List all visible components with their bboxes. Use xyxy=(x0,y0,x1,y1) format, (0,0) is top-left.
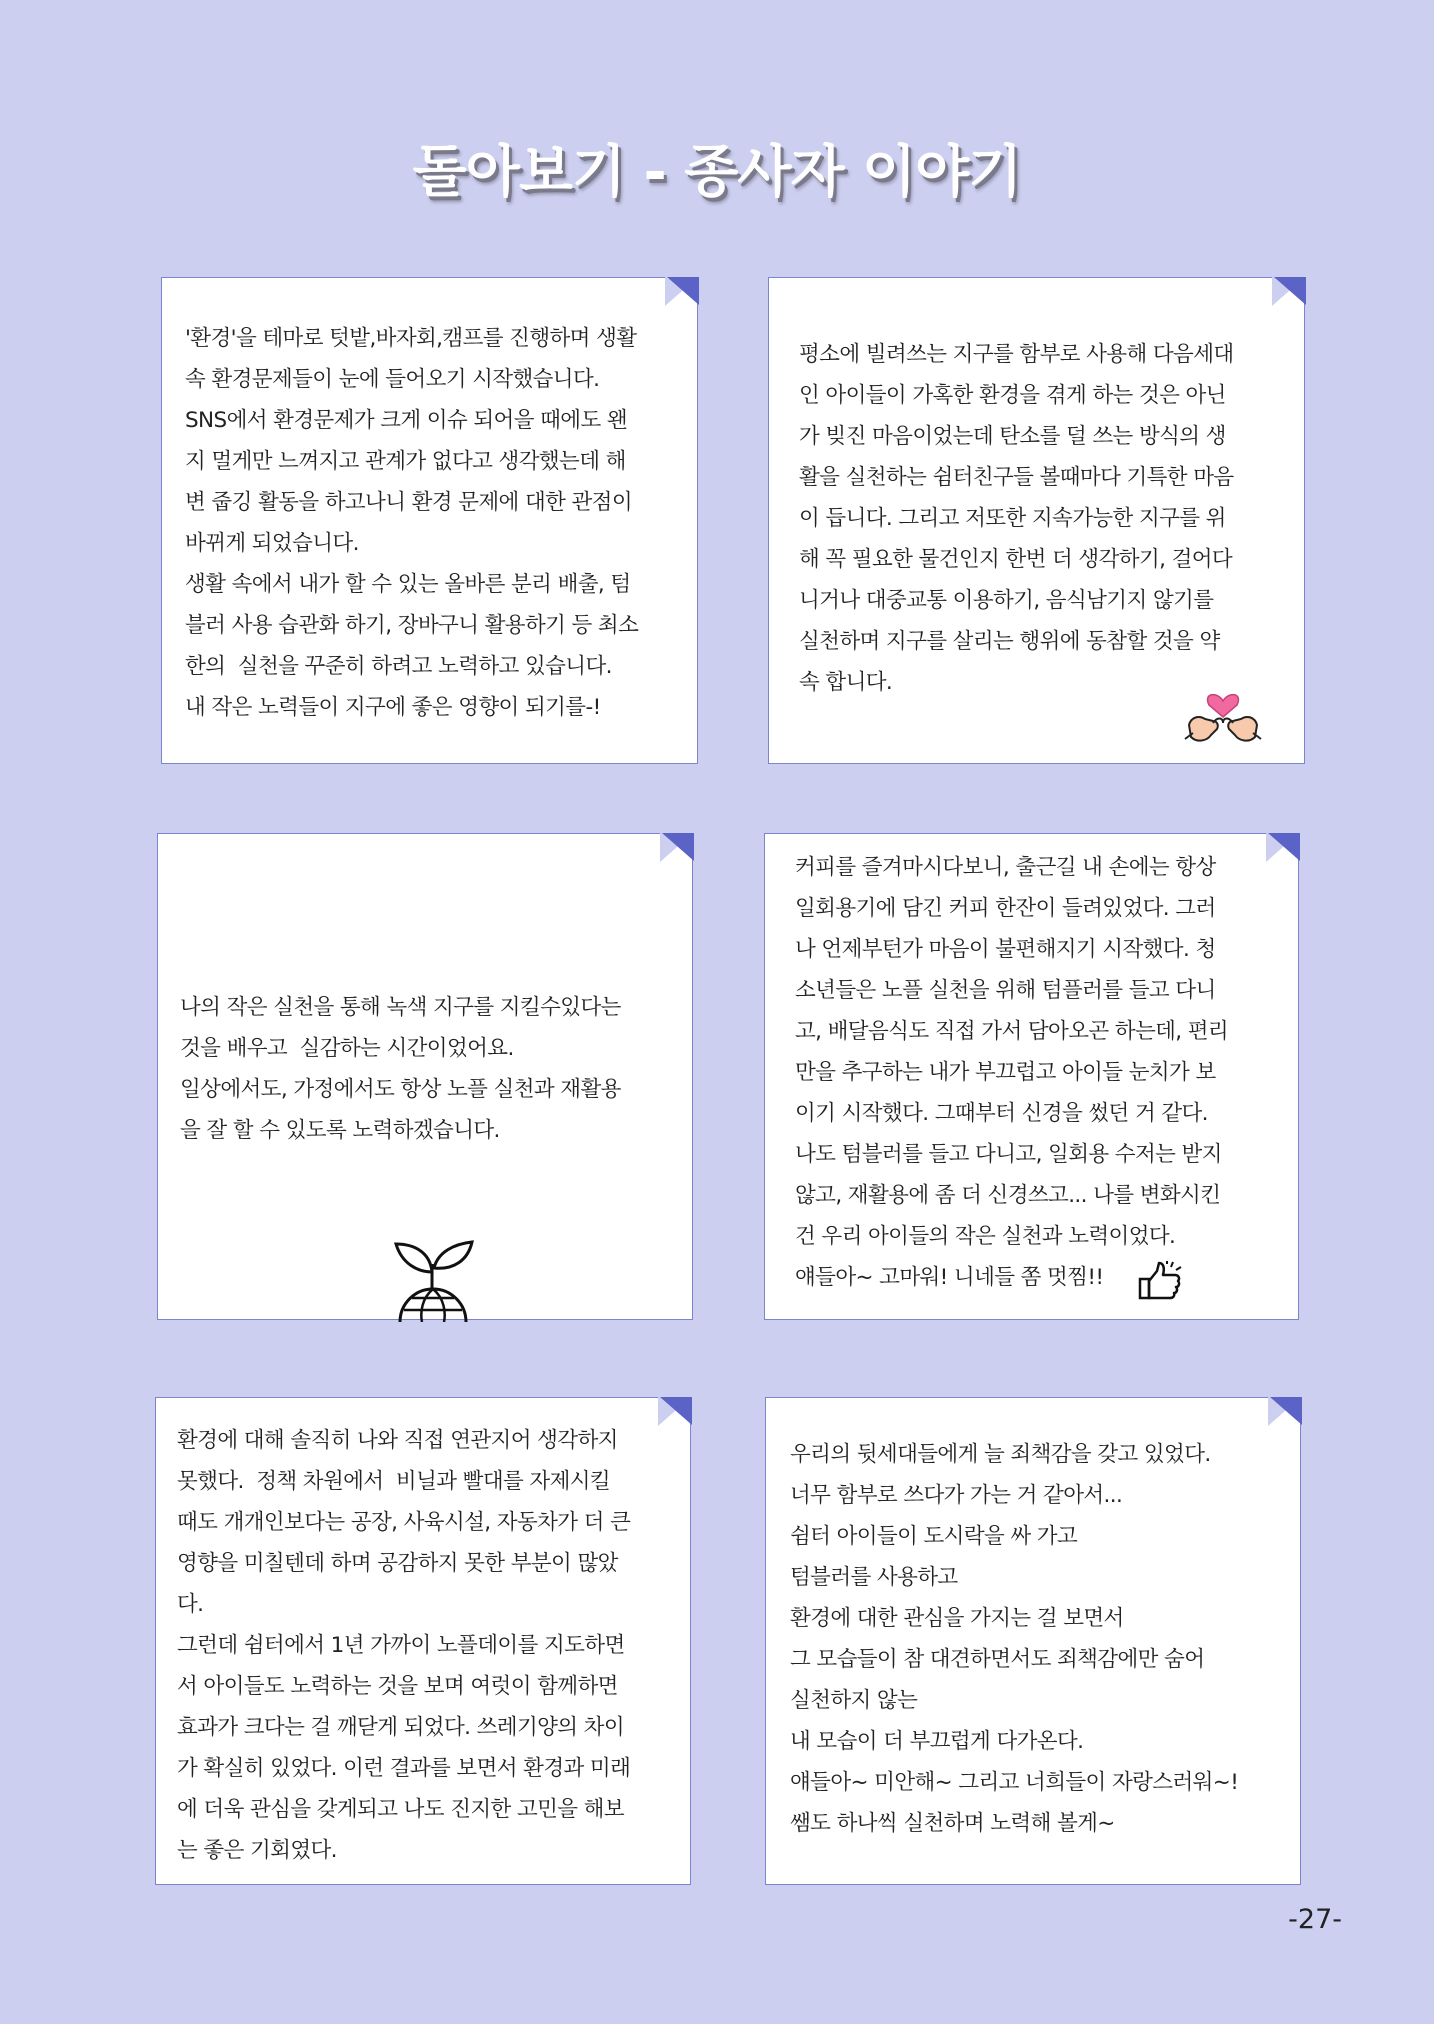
testimony-card-3 xyxy=(157,833,693,1320)
testimony-card-1 xyxy=(161,277,698,764)
folded-corner xyxy=(667,277,699,305)
pinky-promise-heart-icon xyxy=(1183,677,1263,749)
folded-corner xyxy=(662,833,694,861)
page-number: -27- xyxy=(1288,1904,1342,1935)
folded-corner xyxy=(1268,833,1300,861)
sprout-globe-icon xyxy=(388,1238,478,1322)
testimony-text-2: 평소에 빌려쓰는 지구를 함부로 사용해 다음세대 인 아이들이 가혹한 환경을 겪게 하는 것은 아닌 가 빚진 마음이었는데 탄소를 덜 쓰는 방식의 생 활을 실천하는 쉼터친구들 볼때마다 기특한 마음 이 듭니다. 그리고 저또한 지속가능한 지구를 위 해 꼭 필요한 물건인지 한번 더 생각하기, 걸어다 니거나 대중교통 이용하기, 음식남기지 않기를 실천하며 지구를 살리는 행위에 동참할 것을 약 속 합니다. xyxy=(799,342,1234,695)
testimony-card-4 xyxy=(764,833,1299,1320)
thumbs-up-icon xyxy=(1137,1261,1183,1301)
testimony-text-1: '환경'을 테마로 텃밭,바자회,캠프를 진행하며 생활 속 환경문제들이 눈에 들어오기 시작했습니다. SNS에서 환경문제가 크게 이슈 되어을 때에도 왠 지 멀게만 느껴지고 관계가 없다고 생각했는데 해 변 줍깅 활동을 하고나니 환경 문제에 대한 관점이 바뀌게 되었습니다. 생활 속에서 내가 할 수 있는 올바른 분리 배출, 텀 블러 사용 습관화 하기, 장바구니 활용하기 등 최소 한의 실천을 꾸준히 하려고 노력하고 있습니다. 내 작은 노력들이 지구에 좋은 영향이 되기를-! xyxy=(185,326,639,720)
folded-corner xyxy=(660,1397,692,1425)
testimony-card-6 xyxy=(765,1397,1301,1885)
folded-corner xyxy=(1270,1397,1302,1425)
testimony-card-5 xyxy=(155,1397,691,1885)
testimony-text-6: 우리의 뒷세대들에게 늘 죄책감을 갖고 있었다. 너무 함부로 쓰다가 가는 거 같아서... 쉼터 아이들이 도시락을 싸 가고 텀블러를 사용하고 환경에 대한 관심을 가지는 걸 보면서 그 모습들이 참 대견하면서도 죄책감에만 숨어 실천하지 않는 내 모습이 더 부끄럽게 다가온다. 얘들아~ 미안해~ 그리고 너희들이 자랑스러워~! 쌤도 하나씩 실천하며 노력해 볼게~ xyxy=(790,1442,1239,1836)
folded-corner xyxy=(1274,277,1306,305)
testimony-text-4: 커피를 즐겨마시다보니, 출근길 내 손에는 항상 일회용기에 담긴 커피 한잔이 들려있었다. 그러 나 언제부턴가 마음이 불편해지기 시작했다. 청 소년들은 노플 실천을 위해 텀플러를 들고 다니 고, 배달음식도 직접 가서 담아오곤 하는데, 편리 만을 추구하는 내가 부끄럽고 아이들 눈치가 보 이기 시작했다. 그때부터 신경을 썼던 거 같다. 나도 텀블러를 들고 다니고, 일회용 수저는 받지 않고, 재활용에 좀 더 신경쓰고... 나를 변화시킨 건 우리 아이들의 작은 실천과 노력이었다. 얘들아~ 고마워! 니네들 쫌 멋찜!! xyxy=(795,855,1229,1290)
testimony-text-3: 나의 작은 실천을 통해 녹색 지구를 지킬수있다는 것을 배우고 실감하는 시간이었어요. 일상에서도, 가정에서도 항상 노플 실천과 재활용 을 잘 할 수 있도록 노력하겠습니다. xyxy=(180,995,621,1143)
testimony-text-5: 환경에 대해 솔직히 나와 직접 연관지어 생각하지 못했다. 정책 차원에서 비닐과 빨대를 자제시킬 때도 개개인보다는 공장, 사육시설, 자동차가 더 큰 영향을 미칠텐데 하며 공감하지 못한 부분이 많았 다. 그런데 쉼터에서 1년 가까이 노플데이를 지도하면 서 아이들도 노력하는 것을 보며 여럿이 함께하면 효과가 크다는 걸 깨닫게 되었다. 쓰레기양의 차이 가 확실히 있었다. 이런 결과를 보면서 환경과 미래 에 더욱 관심을 갖게되고 나도 진지한 고민을 해보 는 좋은 기회였다. xyxy=(177,1428,631,1863)
page-title: 돌아보기 - 종사자 이야기 xyxy=(412,140,1022,205)
testimony-card-2 xyxy=(768,277,1305,764)
